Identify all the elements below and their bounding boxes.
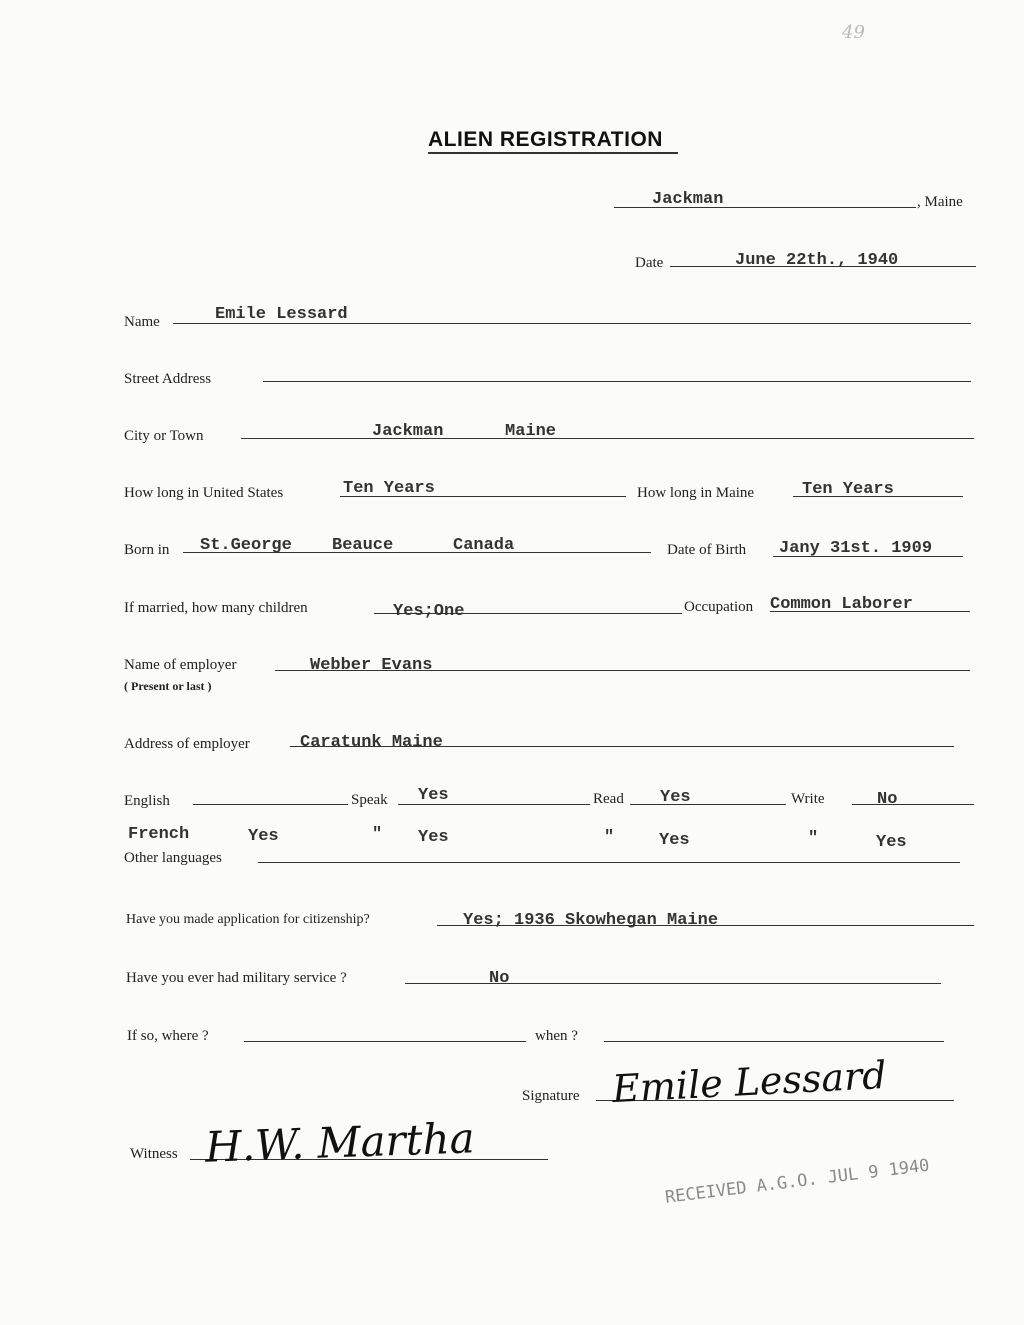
title-underline — [428, 152, 678, 154]
ditto-mark-speak: " — [372, 825, 383, 844]
witness-label: Witness — [130, 1146, 178, 1162]
write-label: Write — [791, 791, 825, 807]
french-write-value: Yes — [876, 833, 907, 852]
english-label: English — [124, 793, 170, 809]
town-value: Jackman — [652, 190, 724, 209]
state-label: , Maine — [917, 194, 963, 210]
citizenship-value: Yes; 1936 Skowhegan Maine — [463, 911, 719, 930]
page-title: ALIEN REGISTRATION — [428, 128, 663, 151]
street-line — [263, 381, 971, 382]
signature-value: Emile Lessard — [611, 1052, 888, 1112]
write-line — [852, 804, 974, 805]
speak-label: Speak — [351, 792, 388, 808]
born-label: Born in — [124, 542, 170, 558]
where-line — [244, 1041, 526, 1042]
employer-value: Webber Evans — [310, 656, 433, 675]
maine-duration-label: How long in Maine — [637, 485, 755, 501]
other-languages-label: Other languages — [124, 850, 222, 866]
received-stamp: RECEIVED A.G.O. JUL 9 1940 — [664, 1155, 931, 1208]
french-label: French — [128, 825, 190, 844]
employer-label: Name of employer — [124, 657, 237, 673]
military-label: Have you ever had military service ? — [126, 970, 347, 986]
french-speak-value: Yes — [248, 827, 279, 846]
date-value: June 22th., 1940 — [735, 251, 899, 270]
married-label: If married, how many children — [124, 600, 308, 616]
street-label: Street Address — [124, 371, 212, 387]
born-country-value: Canada — [453, 536, 515, 555]
french-read-value: Yes — [659, 831, 690, 850]
english-line — [193, 804, 348, 805]
corner-note: 49 — [842, 22, 865, 43]
signature-label: Signature — [522, 1088, 580, 1104]
when-label: when ? — [535, 1028, 578, 1044]
town-line — [614, 207, 916, 208]
employer-sublabel: ( Present or last ) — [124, 679, 212, 693]
english-write-value: No — [877, 790, 898, 809]
name-label: Name — [124, 314, 160, 330]
ditto-mark-write: " — [808, 829, 819, 848]
witness-signature: H.W. Martha — [204, 1113, 476, 1172]
city-label: City or Town — [124, 428, 204, 444]
french-speak2-value: Yes — [418, 828, 449, 847]
military-value: No — [489, 969, 510, 988]
date-label: Date — [635, 255, 664, 271]
us-duration-label: How long in United States — [124, 485, 284, 501]
occupation-value: Common Laborer — [770, 595, 913, 614]
read-label: Read — [593, 791, 624, 807]
citizenship-label: Have you made application for citizenship? — [126, 912, 370, 927]
born-place-value: St.George — [200, 536, 292, 555]
employer-address-label: Address of employer — [124, 736, 250, 752]
occupation-label: Occupation — [684, 599, 754, 615]
name-value: Emile Lessard — [215, 305, 348, 324]
us-duration-value: Ten Years — [343, 479, 435, 498]
military-line — [405, 983, 941, 984]
english-read-value: Yes — [660, 788, 691, 807]
maine-duration-value: Ten Years — [802, 480, 894, 499]
city-state-value: Maine — [505, 422, 557, 441]
dob-label: Date of Birth — [667, 542, 747, 558]
when-line — [604, 1041, 944, 1042]
employer-address-value: Caratunk Maine — [300, 733, 443, 752]
other-languages-line — [258, 862, 960, 863]
city-value: Jackman — [372, 422, 444, 441]
married-value: Yes;One — [393, 602, 465, 621]
dob-value: Jany 31st. 1909 — [779, 539, 933, 558]
born-county-value: Beauce — [332, 536, 394, 555]
city-line — [241, 438, 974, 439]
english-speak-value: Yes — [418, 786, 449, 805]
read-line — [630, 804, 786, 805]
ditto-mark-read: " — [604, 828, 615, 847]
where-label: If so, where ? — [127, 1028, 209, 1044]
